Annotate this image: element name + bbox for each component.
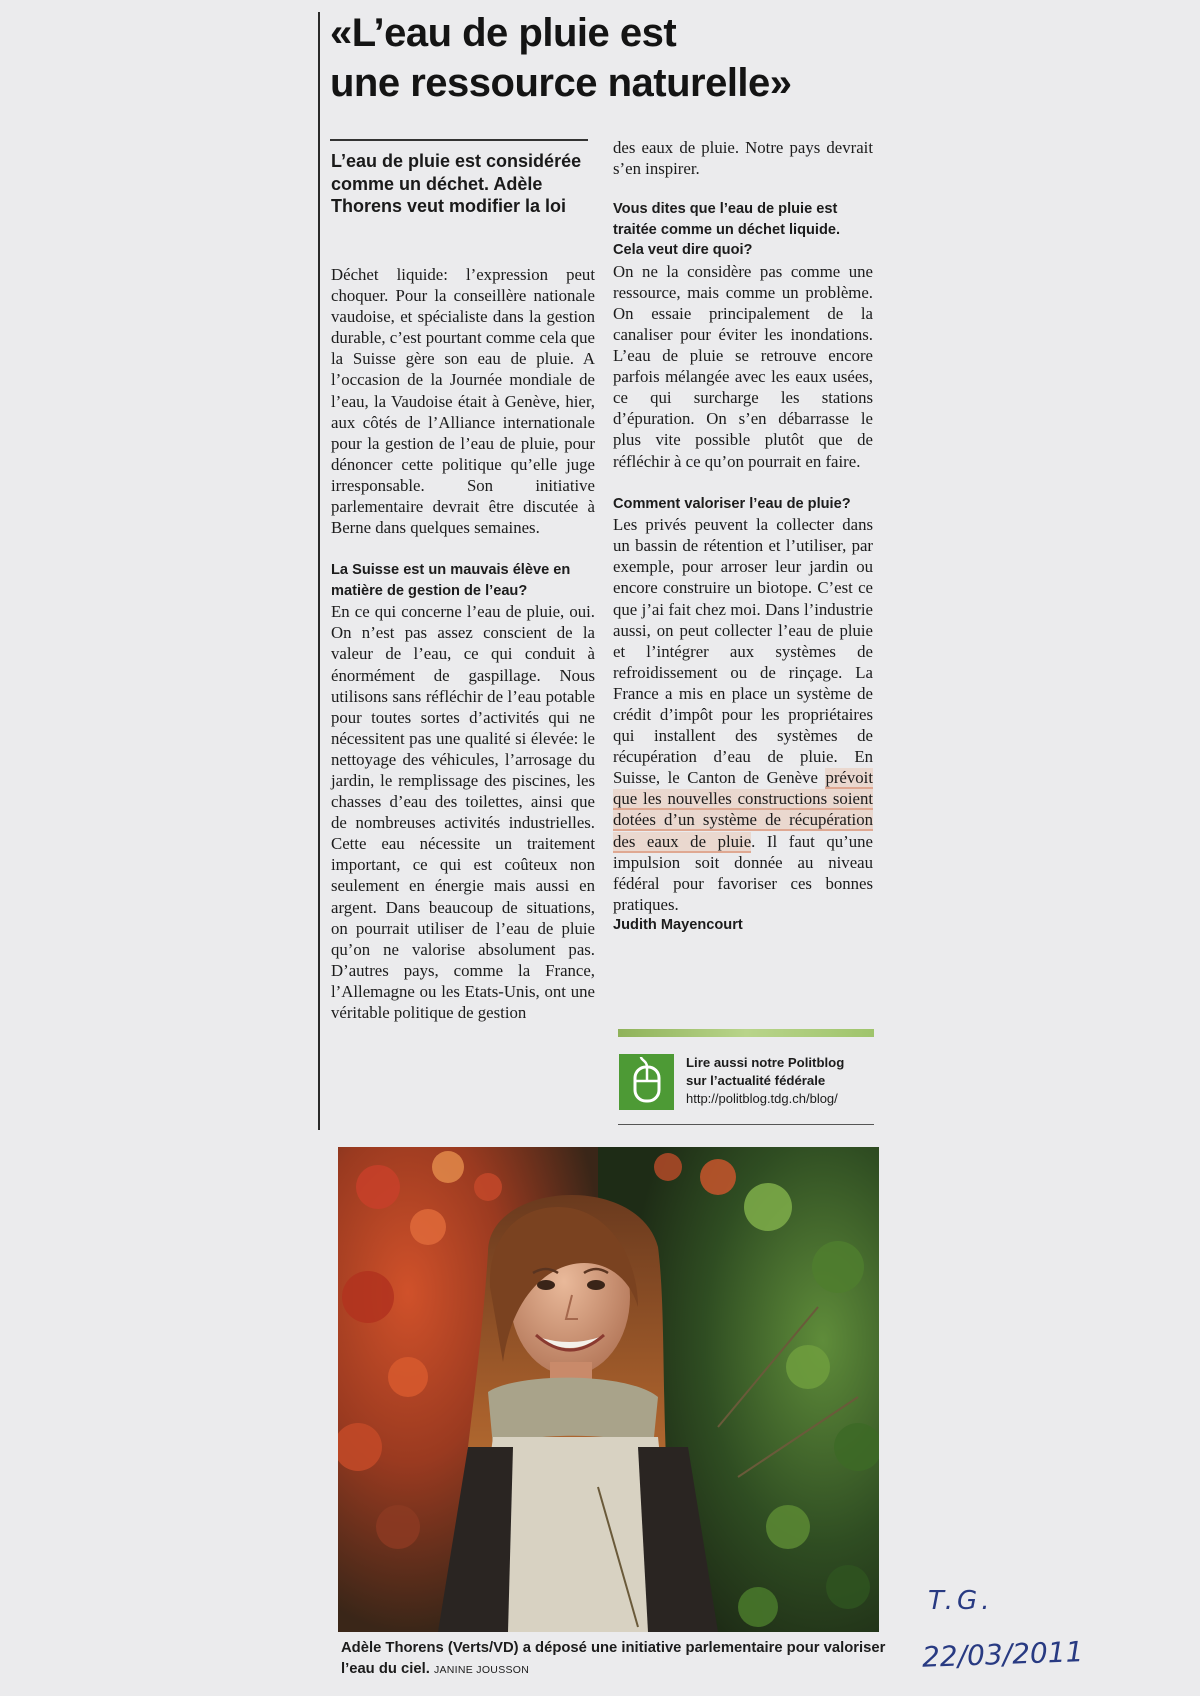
headline-line-1: «L’eau de pluie est bbox=[330, 11, 677, 55]
answer-3-text: Les privés peuvent la collecter dans un bassin de rétention et l’utiliser, par exemple, pour arroser leur jardin ou encore construire un biotope. C’est ce que j’ai fait chez moi. Dans l’industrie aussi, on peut collecter l’eau de pluie et l’intégrer aux systèmes de refroidissement ou de rinçage. La France a mis en place un système de crédit d’impôt pour les propriétaires qui installent des systèmes de récupération d’eau de pluie. En Suisse, le Canton de Genève bbox=[613, 515, 873, 788]
promo-rule bbox=[618, 1124, 874, 1125]
highlighted-passage: prévoit que les nouvelles constructions soient dotées d’un système de récupération des eaux de pluie bbox=[613, 768, 873, 851]
author-byline: Judith Mayencourt bbox=[613, 916, 743, 933]
answer-3-end: . Il faut qu’une impulsion soit donnée au niveau fédéral pour favoriser ces bonnes pratiques. bbox=[613, 831, 873, 914]
answer-1-part-2: des eaux de pluie. Notre pays devrait s’en inspirer. bbox=[613, 138, 873, 179]
question-3: Comment valoriser l’eau de pluie? bbox=[613, 495, 851, 512]
article-column-2 bbox=[613, 137, 873, 936]
article-lead: L’eau de pluie est considérée comme un déchet. Adèle Thorens veut modifier la loi bbox=[331, 151, 582, 216]
promo-line-1: Lire aussi notre Politblog bbox=[686, 1055, 845, 1070]
headline-line-2: une ressource naturelle» bbox=[330, 61, 792, 105]
column-rule bbox=[318, 12, 320, 1130]
promo-line-2: sur l’actualité fédérale bbox=[686, 1073, 826, 1088]
photo-caption bbox=[341, 1638, 901, 1681]
handwritten-date: 22/03/2011 bbox=[921, 1635, 1084, 1674]
caption-text: Adèle Thorens (Verts/VD) a déposé une initiative parlementaire pour valoriser l’eau du ciel. bbox=[341, 1640, 886, 1677]
question-1: La Suisse est un mauvais élève en matière de gestion de l’eau? bbox=[331, 562, 571, 599]
portrait-photo bbox=[338, 1147, 879, 1632]
answer-2: On ne la considère pas comme une ressource, mais comme un problème. On essaie principalement de la canaliser pour éviter les inondations. L’eau de pluie se retrouve encore parfois mélangée avec les eaux usées, ce qui surcharge les stations d’épuration. On s’en débarrasse le plus vite possible plutôt que de réfléchir à ce qu’on pourrait en faire. bbox=[613, 261, 873, 471]
handwritten-initials: T.G. bbox=[928, 1586, 994, 1616]
answer-3 bbox=[613, 514, 873, 915]
promo-bar bbox=[618, 1029, 874, 1037]
article-column-1 bbox=[331, 264, 595, 1023]
promo-text bbox=[686, 1054, 886, 1108]
promo-link[interactable]: http://politblog.tdg.ch/blog/ bbox=[686, 1091, 838, 1106]
answer-1-part-1: En ce qui concerne l’eau de pluie, oui. On n’est pas assez conscient de la valeur de l’eau, ce qui conduit à énormément de gaspillage. Nous utilisons sans réfléchir de l’eau potable pour toutes sortes d’activités qui ne nécessitent pas une qualité si élevée: le nettoyage des véhicules, l’arrosage du jardin, le remplissage des piscines, les chasses d’eau des toilettes, ainsi que de nombreuses activités industrielles. Cette eau nécessite un traitement important, ce qui est coûteux non seulement en énergie mais aussi en argent. Dans beaucoup de situations, on pourrait utiliser de l’eau de pluie qu’on ne valorise absolument pas. D’autres pays, comme la France, l’Allemagne ou les Etats-Unis, ont une véritable politique de gestion bbox=[331, 602, 595, 1022]
article-headline bbox=[330, 8, 890, 108]
intro-paragraph: Déchet liquide: l’expression peut choquer. Pour la conseillère nationale vaudoise, et spécialiste dans la gestion durable, c’est pourtant comme cela que la Suisse gère son eau de pluie. A l’occasion de la Journée mondiale de l’eau, la Vaudoise était à Genève, hier, aux côtés de l’Alliance internationale pour la gestion de l’eau de pluie, pour dénoncer cette politique qu’elle juge irresponsable. Son initiative parlementaire devrait être discutée à Berne dans quelques semaines. bbox=[331, 265, 595, 538]
question-2: Vous dites que l’eau de pluie est traitée comme un déchet liquide. Cela veut dire quoi? bbox=[613, 201, 841, 259]
lead-rule bbox=[330, 139, 588, 141]
photo-credit: JANINE JOUSSON bbox=[433, 1664, 530, 1676]
mouse-icon bbox=[619, 1054, 674, 1110]
